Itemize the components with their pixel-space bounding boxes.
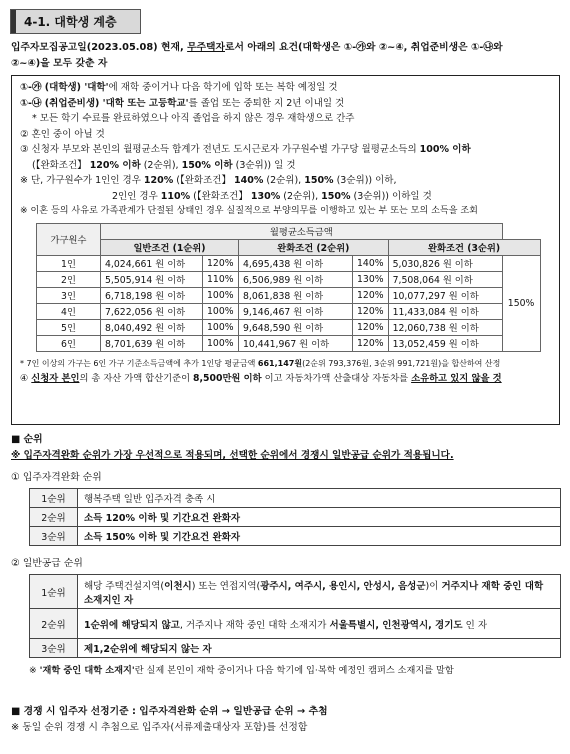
- req-jobseeker: ①-㉯ (취업준비생) '대학 또는 고등학교'를 졸업 또는 중퇴한 지 2년 이내일 것: [20, 97, 345, 109]
- table-row: 3순위 제1,2순위에 해당되지 않는 자: [30, 639, 561, 658]
- relax-table: [29, 488, 561, 546]
- relax-title: ① 입주자격완화 순위: [11, 472, 102, 483]
- general-table: [29, 574, 561, 658]
- section-title-box: [10, 9, 141, 34]
- section-title: 4-1. 대학생 계층: [24, 15, 117, 29]
- th-members: 가구원수: [37, 223, 101, 255]
- eligibility-intro: [11, 40, 561, 72]
- compete-section: [11, 704, 561, 736]
- table-row: 4인 7,622,056 원 이하 100% 9,146,467 원 이하 120% 11,433,084 원 이하: [37, 303, 541, 319]
- th-cond3: 완화조건 (3순위): [388, 239, 540, 255]
- note-seven-members: * 7인 이상의 가구는 6인 가구 기준소득금액에 추가 1인당 평균금액 661,147원(2순위 793,376원, 3순위 991,721원)을 합산하여 산정: [20, 358, 501, 368]
- table-row: 1인 4,024,661 원 이하 120% 4,695,438 원 이하 140% 5,030,826 원 이하 150%: [37, 255, 541, 271]
- table-row: 3인 6,718,198 원 이하 100% 8,061,838 원 이하 120% 10,077,297 원 이하: [37, 287, 541, 303]
- req-income-relaxed: (【완화조건】 120% 이하 (2순위), 150% 이하 (3순위)) 일 것: [32, 159, 296, 171]
- campus-note: ※ '재학 중인 대학 소재지'란 실제 본인이 재학 중이거나 다음 학기에 입·복학 예정인 캠퍼스 소재지를 말함: [29, 665, 454, 676]
- req-two-household: 2인인 경우 110% (【완화조건】 130% (2순위), 150% (3순위)) 이하일 것: [112, 190, 432, 202]
- th-cond2: 완화조건 (2순위): [239, 239, 389, 255]
- req-unmarried: ② 혼인 중이 아닐 것: [20, 128, 105, 140]
- table-row: 5인 8,040,492 원 이하 100% 9,648,590 원 이하 120% 12,060,738 원 이하: [37, 319, 541, 335]
- order-section: [11, 432, 561, 679]
- title-bar-mark: [11, 10, 16, 33]
- cond3-percent: 150%: [502, 255, 540, 351]
- req-divorce-note: ※ 이혼 등의 사유로 가족관계가 단절된 상태인 경우 실질적으로 부양의무를 이행하고 있는 부 또는 모의 소득을 조회: [20, 206, 478, 216]
- req-jobseeker-note: * 모든 학기 수료를 완료하였으나 아직 졸업을 하지 않은 경우 재학생으로 간주: [32, 113, 355, 124]
- income-table: [36, 223, 541, 352]
- th-cond1: 일반조건 (1순위): [101, 239, 239, 255]
- table-row: 6인 8,701,639 원 이하 100% 10,441,967 원 이하 120% 13,052,459 원 이하: [37, 335, 541, 351]
- th-income: 월평균소득금액: [101, 223, 503, 239]
- table-row: 1순위 행복주택 일반 입주자격 충족 시: [30, 489, 561, 508]
- intro-date: 입주자모집공고일(2023.05.08) 현재,: [11, 42, 188, 53]
- general-title: ② 일반공급 순위: [11, 558, 83, 569]
- table-row: 3순위 소득 150% 이하 및 기간요건 완화자: [30, 527, 561, 546]
- req-student: ①-㉮ (대학생) '대학'에 재학 중이거나 다음 학기에 입학 또는 복학 예정일 것: [20, 82, 338, 93]
- intro-homeless: 무주택자: [187, 42, 225, 53]
- requirements-box: [11, 75, 560, 425]
- order-note: ※ 입주자격완화 순위가 가장 우선적으로 적용되며, 선택한 순위에서 경쟁시 일반공급 순위가 적용됩니다.: [11, 450, 454, 461]
- req-single-household: ※ 단, 가구원수가 1인인 경우 120% (【완화조건】 140% (2순위), 150% (3순위)) 이하,: [20, 175, 397, 186]
- table-row: 2인 5,505,914 원 이하 110% 6,506,989 원 이하 130% 7,508,064 원 이하: [37, 271, 541, 287]
- intro-requirements-end: ②~④)을 모두 갖춘 자: [11, 58, 108, 69]
- intro-requirements: 로서 아래의 요건(대학생은 ①-㉮와 ②~④, 취업준비생은 ①-㉯와: [224, 42, 503, 53]
- req-assets: ④ 신청자 본인의 총 자산 가액 합산기준이 8,500만원 이하 이고 자동차가액 산출대상 자동차를 소유하고 있지 않을 것: [20, 373, 502, 384]
- table-row: 2순위 1순위에 해당되지 않고, 거주지나 재학 중인 대학 소재지가 서울특별시, 인천광역시, 경기도 인 자: [30, 609, 561, 639]
- compete-title: ■ 경쟁 시 입주자 선정기준 : 입주자격완화 순위 → 일반공급 순위 → 추첨: [11, 706, 328, 717]
- order-title: ■ 순위: [11, 434, 43, 445]
- table-row: 2순위 소득 120% 이하 및 기간요건 완화자: [30, 508, 561, 527]
- req-income: ③ 신청자 부모와 본인의 월평균소득 합계가 전년도 도시근로자 가구원수별 가구당 월평균소득의 100% 이하: [20, 144, 471, 155]
- table-row: 1순위 해당 주택건설지역(이천시) 또는 연접지역(광주시, 여주시, 용인시, 안성시, 음성군)이 거주지나 재학 중인 대학 소재지인 자: [30, 575, 561, 609]
- compete-note: ※ 동일 순위 경쟁 시 추첨으로 입주자(서류제출대상자 포함)를 선정함: [11, 722, 308, 733]
